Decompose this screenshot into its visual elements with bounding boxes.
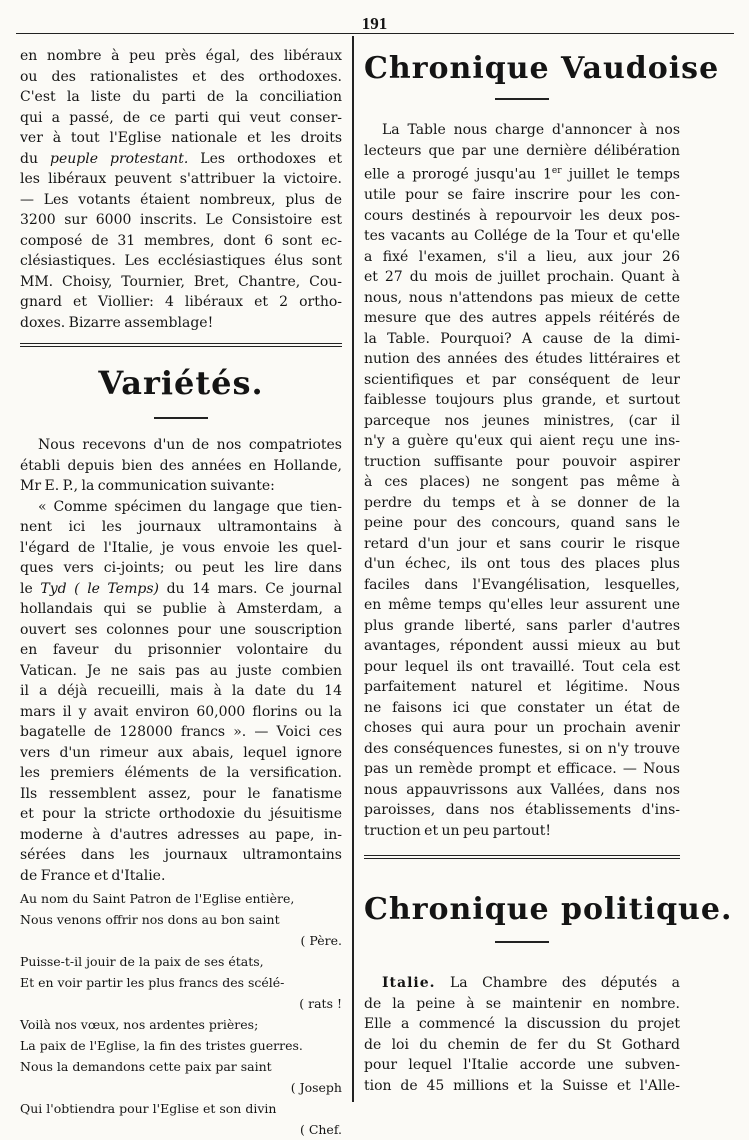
text-line: a fixé l'examen, s'il a lieu, aux jour 26 [364,248,680,265]
text-line: ques vers ci-joints; ou peut les lire dans [20,560,342,576]
text-line: d'un échec, ils ont tous des places plus [364,556,680,573]
poem-line: ( Joseph [290,1080,342,1095]
italic-text: peuple protestant. [50,150,189,167]
text-line: truction suffisante pour pouvoir aspirer [364,453,680,470]
text-line: clésiastiques. Les ecclésiastiques élus sont [20,253,342,269]
text-line: perdre du temps et à se donner de la [364,494,680,511]
text-line: il a déjà recueilli, mais à la date du 14 [20,683,342,699]
text-line: du peuple protestant. Les orthodoxes et [20,150,342,167]
text-line: et 27 du mois de juillet prochain. Quant à [364,269,680,286]
text-line: 3200 sur 6000 inscrits. Le Consistoire est [20,212,342,228]
chronique-vaudoise-heading: Chronique Vaudoise [364,51,720,86]
text-line: sérées dans les journaux ultramontains [20,847,342,863]
text-line: peine pour des concours, quand sans le [364,515,680,532]
text-line: choses qui aura pour un prochain avenir [364,720,680,737]
text-line: de la peine à se maintenir en nombre. [364,995,680,1012]
text-line: bagatelle de 128000 francs ». — Voici ces [20,724,342,740]
header-rule [16,33,734,34]
text-line: les libéraux peuvent s'attribuer la victoire. [20,171,342,187]
text-line: cours destinés à repourvoir les deux pos- [364,207,680,224]
text-line: truction et un peu partout! [364,822,552,839]
section-rule [20,343,342,347]
text-line: vers d'un rimeur aux abais, lequel ignore [20,744,342,761]
poem-line: Nous la demandons cette paix par saint [20,1059,272,1074]
text-line: l'égard de l'Italie, je vous envoie les quel- [20,539,342,556]
text-line: les premiers éléments de la versification. [20,765,342,781]
poem [20,888,342,1140]
text-line: Mr E. P., la communication suivante: [20,478,275,494]
text-line: MM. Choisy, Tournier, Bret, Chantre, Cou- [20,273,342,290]
text-line: ouvert ses colonnes pour une souscription [20,621,342,638]
section-rule [364,855,680,859]
text-line: Nous recevons d'un de nos compatriotes [38,437,342,453]
text-line: établi depuis bien des années en Hollande, [20,457,342,474]
text-line: Vatican. Je ne sais pas au juste combien [20,662,342,679]
politique-article [364,973,680,1096]
chronique-politique-heading: Chronique politique. [364,892,733,928]
poem-line: ( Chef. [299,1122,342,1137]
text-line: retard d'un jour et sans courir le risque [364,535,680,552]
text-line: n'y a guère qu'eux qui aient reçu une ins- [364,433,680,450]
poem-line: Au nom du Saint Patron de l'Eglise entière, [20,891,295,906]
text-line: ne faisons ici que constater un état de [364,699,680,716]
text-line: elle a prorogé jusqu'au 1er juillet le temps [364,166,680,183]
varietes-article [20,435,342,886]
text-line: lecteurs que par une dernière délibération [364,142,680,159]
text-line: utile pour se faire inscrire pour les con- [364,187,680,204]
left-column [20,46,342,1140]
text-line: pour lequel l'Italie accorde une subven- [364,1057,680,1074]
heading-dash [154,417,208,419]
text-line: nent ici les journaux ultramontains à [20,519,342,535]
text-line: scientifiques et par conséquent de leur [364,371,680,388]
text-line: paroisses, dans nos établissements d'ins- [364,802,680,819]
text-line: « Comme spécimen du langage que tien- [38,498,342,515]
text-line: gnard et Viollier: 4 libéraux et 2 ortho- [20,294,342,310]
poem-line: La paix de l'Eglise, la fin des tristes guerres. [20,1038,303,1053]
text-line: à ces places) ne songent pas même à [364,474,680,491]
text-line: nution des années des études littéraires et [364,351,680,368]
heading-dash [495,941,549,943]
text-line: doxes. Bizarre assemblage! [20,314,214,331]
text-line: faiblesse toujours plus grande, et surtout [364,392,680,409]
text-line: — Les votants étaient nombreux, plus de [20,191,342,208]
text-line: en faveur du prisonnier volontaire du [20,642,342,658]
text-line: La Table nous charge d'annoncer à nos [382,122,680,138]
text-line: qui a passé, de ce parti qui veut conser- [20,109,342,126]
varietes-heading: Variétés. [98,364,264,402]
text-line: la Table. Pourquoi? A cause de la dimi- [364,330,680,347]
text-line: en même temps qu'elles leur assurent une [364,597,680,614]
text-line: tes vacants au Collége de la Tour et qu'elle [364,228,680,245]
intro-paragraph [20,46,342,333]
text-line: moderne à d'autres adresses au pape, in- [20,826,342,843]
right-column [364,46,733,1096]
poem-line: Et en voir partir les plus francs des scélé- [20,975,285,990]
text-line: de France et d'Italie. [20,867,166,884]
heading-dash [495,98,549,100]
text-line: C'est la liste du parti de la conciliation [20,89,342,105]
text-line: Ils ressemblent assez, pour le fanatisme [20,785,342,802]
poem-line: Qui l'obtiendra pour l'Eglise et son divin [20,1101,277,1116]
text-line: le Tyd ( le Temps) du 14 mars. Ce journal [20,580,342,597]
poem-line: Nous venons offrir nos dons au bon saint [20,912,280,927]
text-line: Italie. La Chambre des députés a [382,975,680,992]
text-line: mars il y avait environ 60,000 florins ou la [20,703,342,720]
text-line: en nombre à peu près égal, des libéraux [20,48,342,64]
vaudoise-article [364,120,680,841]
poem-line: Puisse-t-il jouir de la paix de ses états, [20,954,264,969]
text-line: composé de 31 membres, dont 6 sont ec- [20,232,342,249]
column-divider [352,36,354,1102]
text-line: parfaitement naturel et légitime. Nous [364,679,680,696]
text-line: hollandais qui se publie à Amsterdam, a [20,601,342,617]
text-line: avantages, répondent aussi mieux au but [364,638,680,655]
text-line: parceque nos jeunes ministres, (car il [364,412,680,429]
text-line: plus grande liberté, sans parler d'autres [364,617,680,634]
country-lead: Italie. [382,975,436,992]
page-number: 191 [361,14,388,33]
text-line: des conséquences funestes, si on n'y trouve [364,740,680,757]
text-line: Elle a commencé la discussion du projet [364,1016,680,1033]
text-line: nous appauvrissons aux Vallées, dans nos [364,781,680,798]
text-line: et pour la stricte orthodoxie du jésuitisme [20,806,342,822]
text-line: nous, nous n'attendons pas mieux de cette [364,289,680,306]
text-line: ver à tout l'Eglise nationale et les droits [20,130,342,146]
poem-line: ( Père. [300,933,342,948]
text-line: pour lequel ils ont travaillé. Tout cela est [364,658,680,675]
text-line: ou des rationalistes et des orthodoxes. [20,68,342,85]
italic-text: Tyd ( le Temps) [40,580,159,597]
text-line: de loi du chemin de fer du St Gothard [364,1036,680,1053]
text-line: pas un remède prompt et efficace. — Nous [364,761,680,778]
text-line: tion de 45 millions et la Suisse et l'Alle- [364,1077,680,1094]
poem-line: Voilà nos vœux, nos ardentes prières; [20,1017,259,1032]
text-line: faciles dans l'Evangélisation, lesquelles, [364,576,680,593]
poem-line: ( rats ! [299,996,342,1011]
text-line: mesure que des autres appels réitérés de [364,310,680,327]
